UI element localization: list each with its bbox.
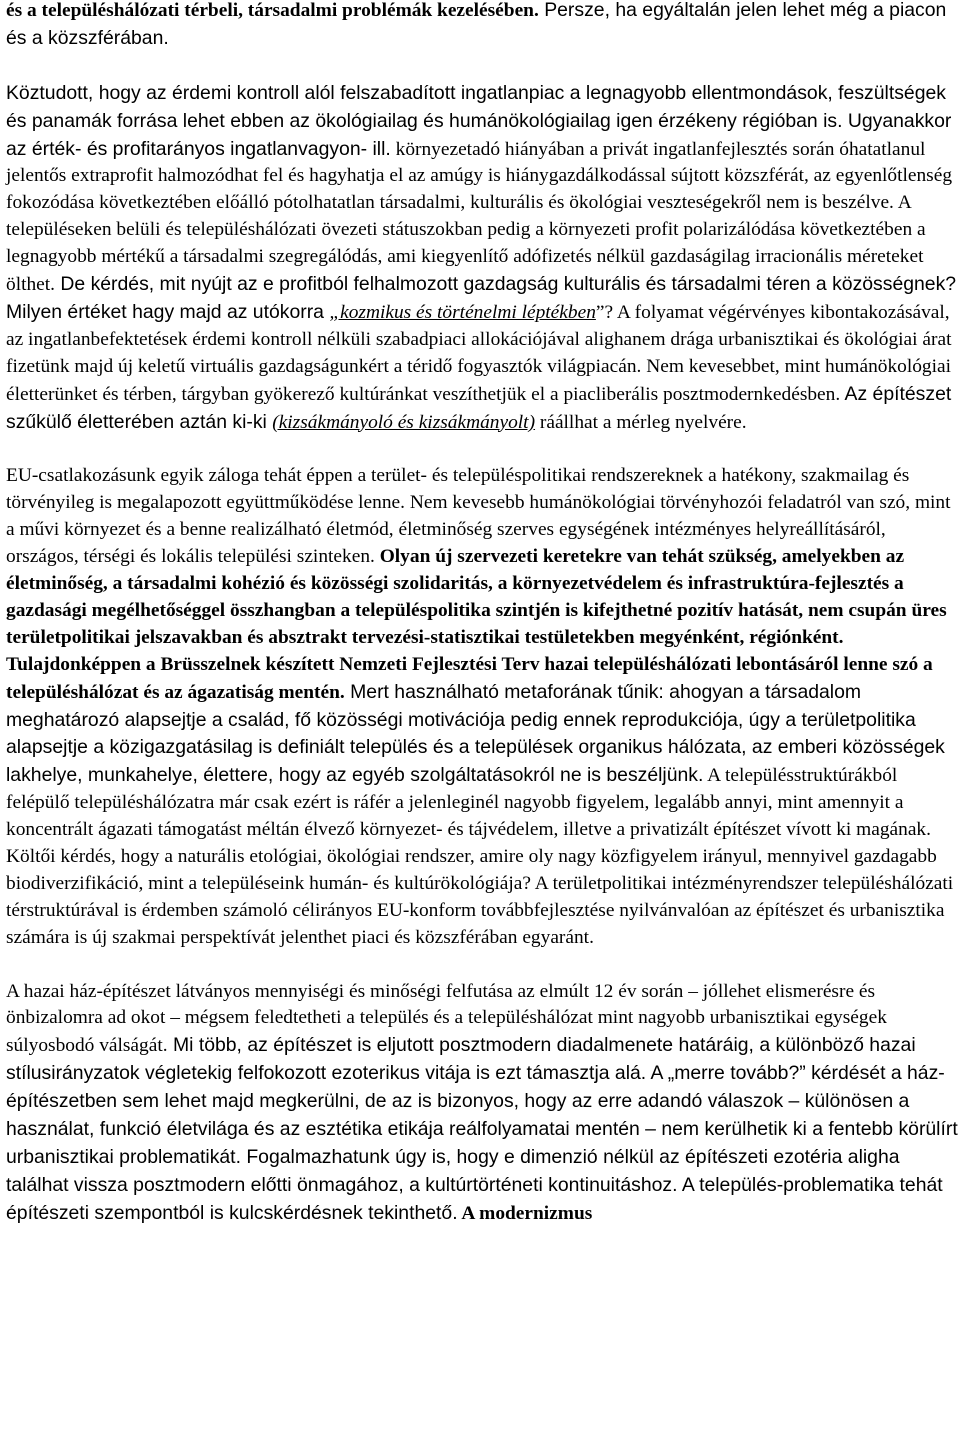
text-run: EU-csatlakozásunk egyik záloga tehát éppen a terület- és településpolitikai rendszereknek a hatékony, szakmailag és törvényileg is megalapozott együttműködése lenne. <box>6 465 910 514</box>
paragraph-4 <box>6 979 958 1228</box>
text-run: Köztudott, hogy az érdemi kontroll alól felszabadított ingatlanpiac a legnagyobb ellentmondások, feszültségek és panamák forrása lehet ebben az ökológiailag és humánökológiailag igen érzékeny régióban is. Ugyanakkor az érték- és profitarányos ingatlanvagyon- ill. <box>6 81 952 160</box>
bold-run: A modernizmus <box>457 1202 593 1224</box>
text-run: ráállhat a mérleg nyelvére. <box>535 411 747 433</box>
text-run: Persze, ha egyáltalán jelen lehet még a piacon és a közszférában. <box>6 0 947 49</box>
text-run: A településstruktúrákból felépülő településhálózatra már csak ezért is ráfér a jelenleginél nagyobb figyelem, legalább annyi, mint amennyit a koncentrált ágazati támogatást méltán élvező környezet- és tájvédelem, illetve a privatizált építészet vívott ki magának. Költői kérdés, hogy a naturális etológiai, ökológiai rendszer, amire oly nagy közfigyelem irányul, mennyivel gazdagabb biodiverzifikáció, mint a településeink humán- és kultúrökológiája? A területpolitikai intézményrendszer településhálózati térstruktúrával is érdemben számoló célirányos EU-konform továbbfejlesztése nyilvánvalóan az építészet és urbanisztika számára is új szakmai perspektívát jelenthet piaci és közszférában egyaránt. <box>6 765 954 948</box>
emphasis-run: (kizsákmányoló és kizsákmányolt) <box>272 411 536 433</box>
bold-run: Olyan új szervezeti keretekre van tehát szükség, amelyekben az életminőség, a társadalmi kohézió és közösségi szolidaritás, a környezetvédelem és infrastruktúra-fejlesztés a gazdasági megélhetőséggel összhangban a településpolitika szintjén is kifejthetné pozitív hatását, nem csupán üres területpolitikai jelszavakban és absztrakt tervezési-statisztikai testületekben megyénként, régiónként. Tulajdonképpen a Brüsszelnek készített Nemzeti Fejlesztési Terv hazai településhálózati lebontásáról lenne szó a településhálózat és az ágazatiság mentén. <box>6 546 947 703</box>
text-run: Nem kevesebb humánökológiai törvényhozói feladatról van szó, mint a művi környezet és a benne realizálható életmód, életminőség szerves egységének intézményes helyreállításáról, országos, térségi és lokális települési szinteken. <box>6 492 951 568</box>
text-run: A településeken belüli és településhálózati övezeti státuszokban pedig a környezeti profit polarizálódása következtében a legnagyobb mértékű a társadalmi szegregálódás, ami kiegyenlítő adófizetés nélkül gazdaságilag irracionális méreteket ölthet. <box>6 192 926 296</box>
text-run: A folyamat végérvényes kibontakozásával, az ingatlanbefektetések érdemi kontroll nélküli szabadpiaci allokációjával alighanem drága urbanisztikai és ökológiai árat fizetünk majd új keletű virtuális gazdagságunkért a téridő fogyasztók világpiacán. Nem kevesebbet, mint humánökológiai életterünket és térben, tárgyban gyökerező kultúránkat veszíthetjük el a piacliberális posztmodernkedésben. <box>6 301 952 405</box>
document-page <box>6 0 958 1255</box>
paragraph-2 <box>6 80 958 437</box>
emphasis-run: „kozmikus és történelmi léptékben <box>329 301 596 323</box>
text-run: környezetadó hiányában a privát ingatlanfejlesztés során óhatatlanul jelentős extraprofit halmozódhat fel és hagyhatja el az amúgy is hiánygazdálkodással sújtott közszférát, az egyenlőtlenség fokozódása következtében előálló pótolhatatlan társadalmi, kulturális és ökológiai veszteségekről nem is beszélve. <box>6 138 953 214</box>
text-run: Mert használható metaforának tűnik: ahogyan a társadalom meghatározó alapsejtje a család, fő közösségi motivációja pedig ennek reprodukciója, úgy a területpolitika alapsejtje a közigazgatásilag is definiált település és a települések organikus hálózata, az emberi közösségek lakhelye, munkahelye, élettere, hogy az egyéb szolgáltatásokról ne is beszéljünk. <box>6 680 945 787</box>
paragraph-1 <box>6 0 958 53</box>
text-run: ”? <box>595 301 614 323</box>
text-run: De kérdés, mit nyújt az e profitból felhalmozott gazdagság kulturális és társadalmi téren a közösségnek? Milyen értéket hagy majd az utókorra <box>6 273 957 323</box>
text-run: és a településhálózati térbeli, társadalmi problémák kezelésében. <box>6 0 539 21</box>
text-run: Mi több, az építészet is eljutott posztmodern diadalmenete határáig, a különböző hazai stílusirányzatok végletekig felfokozott ezoterikus vitája is ezt támasztja alá. A „merre tovább?” kérdését a ház-építészetben sem lehet majd megkerülni, de az is bizonyos, hogy az erre adandó válaszok – különösen a használat, funkció életvilága és az esztétika etikája reálfolyamatai mentén – nem kerülhetik ki a fentebb körülírt urbanisztikai problematikát. Fogalmazhatunk úgy is, hogy e dimenzió nélkül az építészeti ezotéria aligha találhat vissza posztmodern előtti önmagához, a kultúrtörténeti kontinuitáshoz. A település-problematika tehát építészeti szempontból is kulcskérdésnek tekinthető. <box>6 1034 958 1224</box>
paragraph-3 <box>6 463 958 951</box>
text-run: Az építészet szűkülő életterében aztán ki-ki <box>6 382 952 433</box>
text-run: A hazai ház-építészet látványos mennyiségi és minőségi felfutása az elmúlt 12 év során – jóllehet elismerésre és önbizalomra ad okot – mégsem feledtetheti a település és a településhálózat mint nagyobb urbanisztikai egységek súlyosbodó válságát. <box>6 980 887 1057</box>
